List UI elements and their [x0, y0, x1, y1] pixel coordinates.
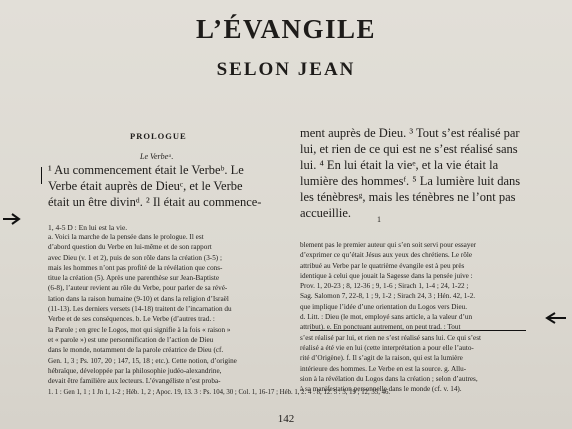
note-line: devait être familière aux lecteurs. L’évangéliste n’est proba- [48, 377, 221, 386]
main-text-line: lumière des hommesᶠ. ⁵ La lumière luit dans [300, 174, 521, 188]
note-line: blement pas le premier auteur qui s’en soit servi pour essayer [300, 241, 477, 249]
notes-left-column [48, 232, 291, 386]
note-line: identique à celui que jouait la Sagesse dans la pensée juive : [300, 271, 473, 280]
note-line: à sa manifestation personnelle dans le monde (cf. v. 14). [300, 385, 462, 394]
note-line: attribué au Verbe par le quatrième évangile est à peu près [300, 261, 465, 270]
page-title: L’ÉVANGILE [195, 14, 377, 44]
section-heading: PROLOGUE [130, 131, 187, 141]
note-line: (11-13). Les derniers versets (14-18) traitent de l’incarnation du [48, 305, 232, 314]
note-line: la Parole ; en grec le Logos, mot qui signifie à la fois « raison » [48, 325, 231, 334]
note-line: et « parole ») est une personnification de l’action de Dieu [48, 335, 214, 344]
column-mark: 1 [377, 215, 381, 224]
note-line: avec Dieu (v. 1 et 2), puis de son rôle dans la création (3-5) ; [48, 253, 222, 262]
note-line: hébraïque, développée par la philosophie judéo-alexandrine, [48, 366, 222, 375]
handwritten-underline [310, 320, 526, 331]
note-line: réalisé a été vie en lui (cette interprétation a pour elle l’auto- [300, 343, 474, 352]
note-line: Verbe et de ses conséquences. b. Le Verbe (d’autres trad. : [48, 315, 215, 324]
note-marker: 1, 4-5 D : En lui est la vie. [48, 223, 128, 232]
note-line: d’abord question du Verbe en lui-même et de son rapport [48, 243, 212, 252]
text-cursor [41, 167, 42, 184]
note-line: a. Voici la marche de la pensée dans le prologue. Il est [48, 233, 204, 241]
note-line: Prov. 1, 20-23 ; 8, 12-36 ; 9, 1-6 ; Sirach 1, 1-4 ; 24, 1-22 ; [300, 282, 469, 291]
main-text-right-column [300, 125, 536, 221]
main-text-line: était un être divinᵈ. ² Il était au commence- [48, 195, 262, 209]
note-line: titue la création (5). Après une parenthèse sur Jean-Baptiste [48, 274, 220, 283]
note-line: d’exprimer ce qu’était Jésus aux yeux des chrétiens. Le rôle [300, 251, 473, 260]
note-line: rité d’Origène). f. Il s’agit de la raison, qui est la lumière [300, 354, 463, 363]
note-line: mais les hommes n’ont pas profité de la révélation que cons- [48, 263, 223, 272]
note-line: lation dans la raison humaine (9-10) et dans la religion d’Israël [48, 294, 229, 303]
margin-arrow-icon [543, 311, 567, 325]
main-text-left-column [48, 162, 289, 210]
section-subheading: Le Verbeᵃ. [140, 152, 174, 161]
note-line: d. Litt. : Dieu (le mot, employé sans article, a la valeur d’un [300, 313, 473, 322]
main-text-line: ¹ Au commencement était le Verbeᵇ. Le [48, 163, 244, 177]
note-line: dans le monde, notamment de la parole créatrice de Dieu (cf. [48, 346, 224, 355]
note-line: Sag. Salomon 7, 22-8, 1 ; 9, 1-2 ; Sirach 24, 3 ; Hén. 42, 1-2. [300, 292, 476, 301]
main-text-line: les ténèbresᵍ, mais les ténèbres ne l’ont pas [300, 190, 516, 204]
main-text-line: Verbe était auprès de Dieuᶜ, et le Verbe [48, 179, 243, 193]
notes-right-column [300, 240, 536, 394]
note-line: sion à la révélation du Logos dans la création ; selon d’autres, [300, 374, 478, 383]
note-line: Gen. 1, 3 ; Ps. 107, 20 ; 147, 15, 18 ; etc.). Cette notion, d’origine [48, 356, 237, 365]
page-subtitle: SELON JEAN [216, 59, 356, 80]
note-line: intérieure des hommes. Le Verbe en est la source. g. Allu- [300, 364, 467, 373]
note-line: attribut). e. En ponctuant autrement, on peut trad. : Tout [300, 323, 461, 332]
main-text-line: accueillie. [300, 206, 352, 220]
note-line: s’est réalisé par lui, et rien ne s’est réalisé sans lui. Ce qui s’est [300, 333, 482, 342]
references-line: 1. 1 : Gen 1, 1 ; 1 Jn 1, 1-2 ; Héb. 1, 2 ; Apoc. 19, 13. 3 : Ps. 104, 30 ; Col. 1, 16-17 ; Héb. 1, 2. 4 : 8, 12. 5 : 3, 19 ; 12, 35, 46. [48, 389, 391, 396]
main-text-line: lui. ⁴ En lui était la vieᵉ, et la vie était la [300, 158, 499, 172]
page-number: 142 [277, 413, 295, 425]
note-line: (6-8), l’auteur revient au rôle du Verbe, pour parler de sa révé- [48, 284, 228, 293]
note-line: que implique l’idée d’une orientation du Logos vers Dieu. [300, 302, 468, 311]
main-text-line: lui, et rien de ce qui est ne s’est réalisé sans [300, 142, 518, 156]
main-text-line: ment auprès de Dieu. ³ Tout s’est réalisé par [300, 126, 520, 140]
margin-arrow-icon [2, 212, 22, 226]
